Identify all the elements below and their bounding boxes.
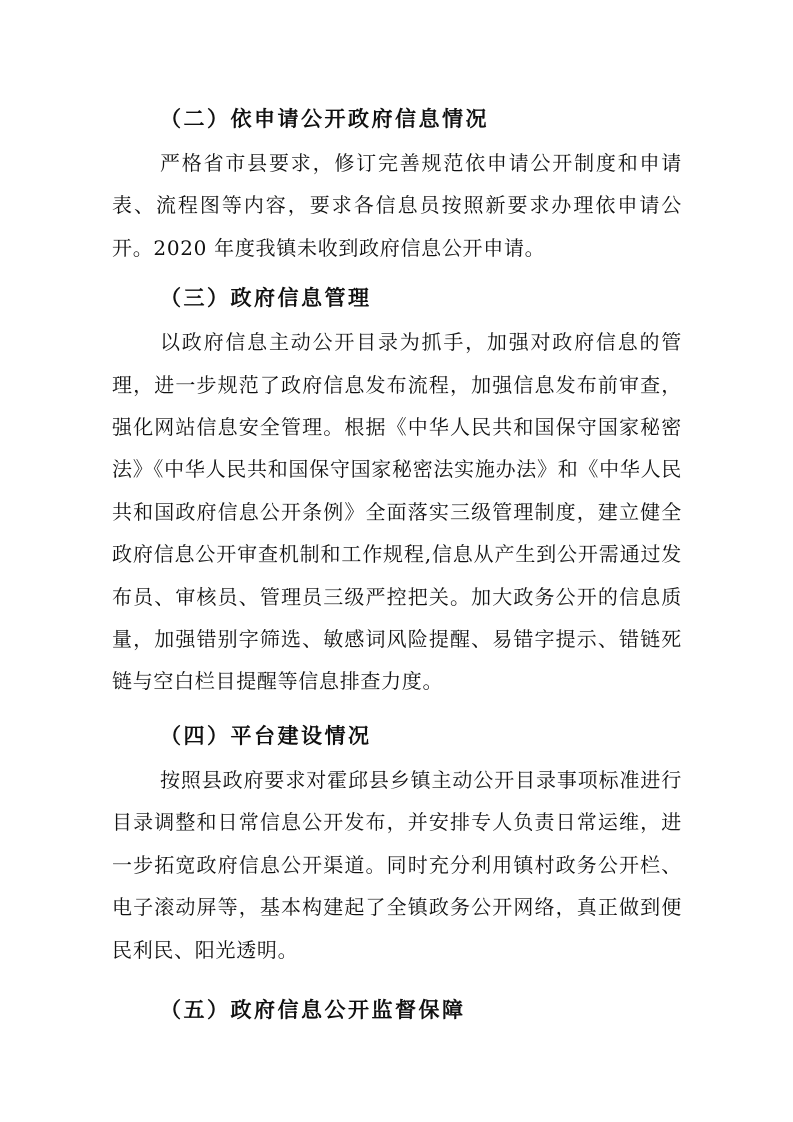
section-heading-supervision-guarantee: （五）政府信息公开监督保障 (160, 996, 466, 1022)
section-heading-application-disclosure: （二）依申请公开政府信息情况 (160, 106, 489, 131)
section-paragraph-platform-construction: 按照县政府要求对霍邱县乡镇主动公开目录事项标准进行目录调整和日常信息公开发布，并安排专人负责日常运维，进一步拓宽政府信息公开渠道。同时充分利用镇村政务公开栏、电子滚动屏等，基本构建起了全镇政务公开网络，真正做到便民利民、阳光透明。 (112, 767, 682, 962)
spacer (112, 973, 682, 987)
section-paragraph-application-disclosure: 严格省市县要求，修订完善规范依申请公开制度和申请表、流程图等内容，要求各信息员按照新要求办理依申请公开。2020 年度我镇未收到政府信息公开申请。 (112, 151, 682, 260)
document-body (112, 96, 682, 1033)
section-paragraph-information-management: 以政府信息主动公开目录为抓手，加强对政府信息的管理，进一步规范了政府信息发布流程，加强信息发布前审查，强化网站信息安全管理。根据《中华人民共和国保守国家秘密法》《中华人民共和国保守国家秘密法实施办法》和《中华人民共和国政府信息公开条例》全面落实三级管理制度，建立健全政府信息公开审查机制和工作规程,信息从产生到公开需通过发布员、审核员、管理员三级严控把关。加大政务公开的信息质量，加强错别字筛选、敏感词风险提醒、易错字提示、错链死链与空白栏目提醒等信息排查力度。 (112, 330, 682, 694)
section-heading-platform-construction: （四）平台建设情况 (160, 722, 372, 748)
section-heading-information-management: （三）政府信息管理 (160, 285, 372, 311)
spacer (112, 705, 682, 713)
